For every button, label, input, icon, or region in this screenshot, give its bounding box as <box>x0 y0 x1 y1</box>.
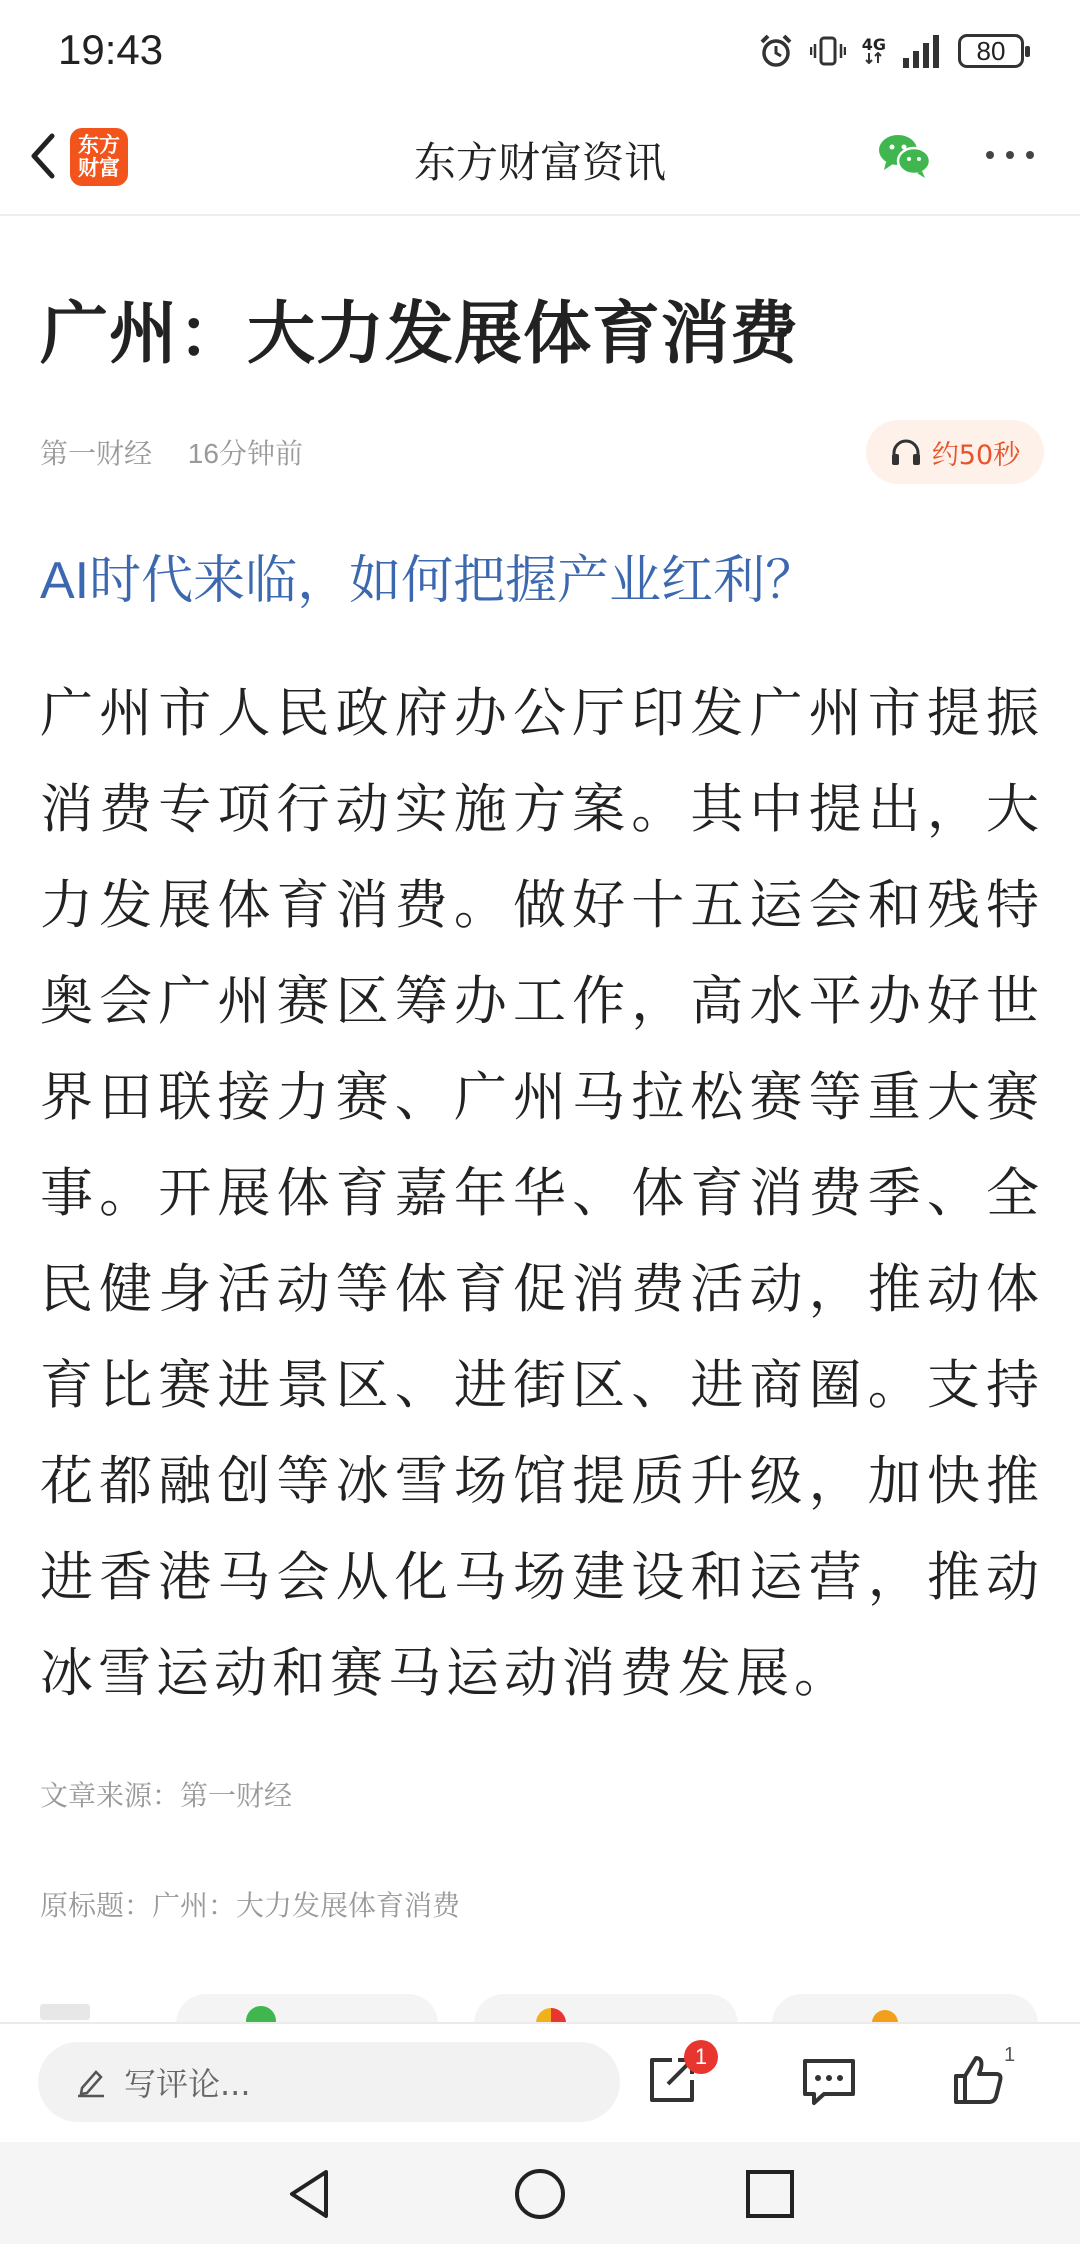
weibo-icon <box>872 2010 898 2022</box>
signal-icon <box>902 34 942 68</box>
listen-button[interactable] <box>866 420 1044 484</box>
top-nav <box>0 100 1080 216</box>
share-option-wechat[interactable] <box>176 1994 438 2022</box>
pencil-icon <box>76 2066 106 2098</box>
article-source-line: 文章来源：第一财经 <box>40 1779 293 1812</box>
nav-home-icon[interactable] <box>512 2166 568 2222</box>
article-source: 第一财经 <box>40 438 153 469</box>
headphones-icon <box>890 437 922 467</box>
status-bar <box>0 0 1080 100</box>
share-badge: 1 <box>684 2040 718 2074</box>
comment-input[interactable] <box>38 2042 620 2122</box>
comment-placeholder: 写评论... <box>124 2065 251 2103</box>
share-label-fragment <box>40 2004 90 2020</box>
comments-icon[interactable] <box>800 2056 858 2108</box>
nav-back-icon[interactable] <box>282 2166 338 2222</box>
original-title-line: 原标题：广州：大力发展体育消费 <box>40 1889 461 1922</box>
more-icon[interactable] <box>980 126 1040 184</box>
share-option-moments[interactable] <box>474 1994 738 2022</box>
thumbs-up-icon <box>950 2052 1006 2108</box>
network-label: 4G <box>862 38 886 64</box>
bottom-action-bar <box>0 2022 1080 2142</box>
page-title: 东方财富资讯 <box>413 138 666 187</box>
moments-icon <box>536 2008 566 2022</box>
logo-text: 东方财富 <box>78 133 120 180</box>
wechat-dot-icon <box>246 2006 276 2022</box>
like-count: 1 <box>1004 2044 1016 2066</box>
status-time: 19:43 <box>58 26 164 73</box>
status-icons <box>758 24 1024 78</box>
share-row <box>0 1990 1080 2022</box>
nav-recents-icon[interactable] <box>742 2166 798 2222</box>
promo-link[interactable]: AI时代来临，如何把握产业红利？ <box>40 552 818 610</box>
listen-duration: 约50秒 <box>931 439 1021 471</box>
vibrate-icon <box>810 33 846 69</box>
article-title: 广州：大力发展体育消费 <box>40 295 800 374</box>
share-button[interactable] <box>644 2044 708 2112</box>
wechat-share-icon[interactable] <box>876 126 934 184</box>
like-button[interactable] <box>950 2044 1016 2112</box>
battery-icon: 80 <box>958 34 1024 68</box>
article-time: 16分钟前 <box>187 438 303 469</box>
share-option-weibo[interactable] <box>772 1994 1038 2022</box>
article-meta <box>40 432 303 472</box>
alarm-icon <box>758 33 794 69</box>
article-body: 广州市人民政府办公厅印发广州市提振消费专项行动实施方案。其中提出，大力发展体育消费。做好十五运会和残特奥会广州赛区筹办工作，高水平办好世界田联接力赛、广州马拉松赛等重大赛事。开展体育嘉年华、体育消费季、全民健身活动等体育促消费活动，推动体育比赛进景区、进街区、进商圈。支持花都融创等冰雪场馆提质升级，加快推进香港马会从化马场建设和运营，推动冰雪运动和赛马运动消费发展。 <box>40 683 1044 1704</box>
system-nav-bar <box>0 2142 1080 2244</box>
